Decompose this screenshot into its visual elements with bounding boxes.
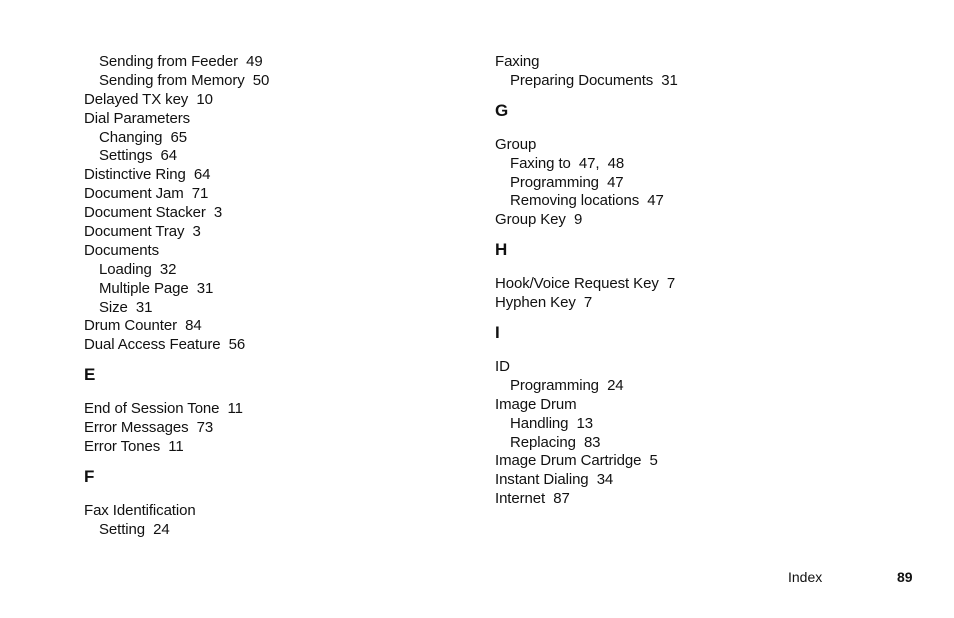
index-entry: Drum Counter 84 [84,317,202,335]
index-entry: Internet 87 [495,490,570,508]
index-subentry: Setting 24 [99,520,170,538]
section-letter-text: I [495,323,500,343]
index-column-right [495,53,875,509]
index-entry: Faxing [495,53,540,70]
index-entry: Fax Identification [84,501,196,519]
index-subentry: Sending from Memory 50 [99,71,270,89]
index-entry: Dual Access Feature 56 [84,336,246,354]
index-subentry: Sending from Feeder 49 [99,53,263,70]
index-subentry: Preparing Documents 31 [510,71,678,89]
index-entry: Document Stacker 3 [84,204,223,222]
index-subentry: Multiple Page 31 [99,279,214,297]
index-entry: End of Session Tone 11 [84,400,243,418]
index-entry: Documents [84,241,159,259]
index-section-letter [495,91,875,136]
index-subentry: Replacing 83 [510,433,601,451]
index-subentry: Removing locations 47 [510,192,664,210]
index-entry: Document Tray 3 [84,223,201,241]
index-entry: Error Messages 73 [84,419,214,437]
section-letter-text: H [495,240,508,260]
page-number: 89 [897,569,913,585]
index-section-letter [495,230,875,275]
index-subentry: Programming 47 [510,173,624,191]
index-entry: Dial Parameters [84,109,191,127]
index-entry: Delayed TX key 10 [84,90,213,108]
index-entry: Instant Dialing 34 [495,471,614,489]
index-entry: Document Jam 71 [84,185,209,203]
index-subentry: Programming 24 [510,376,624,394]
index-entry: Image Drum Cartridge 5 [495,452,658,470]
index-entry: ID [495,358,510,376]
section-letter-text: F [84,466,95,486]
index-entry: Distinctive Ring 64 [84,166,211,184]
index-subentry: Faxing to 47, 48 [510,154,625,172]
section-letter-text: G [495,100,509,120]
index-subentry: Settings 64 [99,147,178,165]
index-section-letter [84,457,464,502]
index-entry: Hyphen Key 7 [495,294,593,312]
index-entry: Hook/Voice Request Key 7 [495,275,676,293]
index-column-left [84,53,464,540]
section-letter-text: E [84,365,96,385]
index-subentry: Changing 65 [99,128,188,146]
index-entry: Group [495,135,537,153]
footer-section-label: Index [788,569,823,585]
index-section-letter [495,313,875,358]
index-entry: Image Drum [495,395,577,413]
index-entry: Error Tones 11 [84,438,184,456]
index-subentry: Loading 32 [99,260,177,278]
index-entry: Group Key 9 [495,211,583,229]
index-section-letter [84,355,464,400]
index-subentry: Handling 13 [510,414,594,432]
index-subentry: Size 31 [99,298,153,316]
